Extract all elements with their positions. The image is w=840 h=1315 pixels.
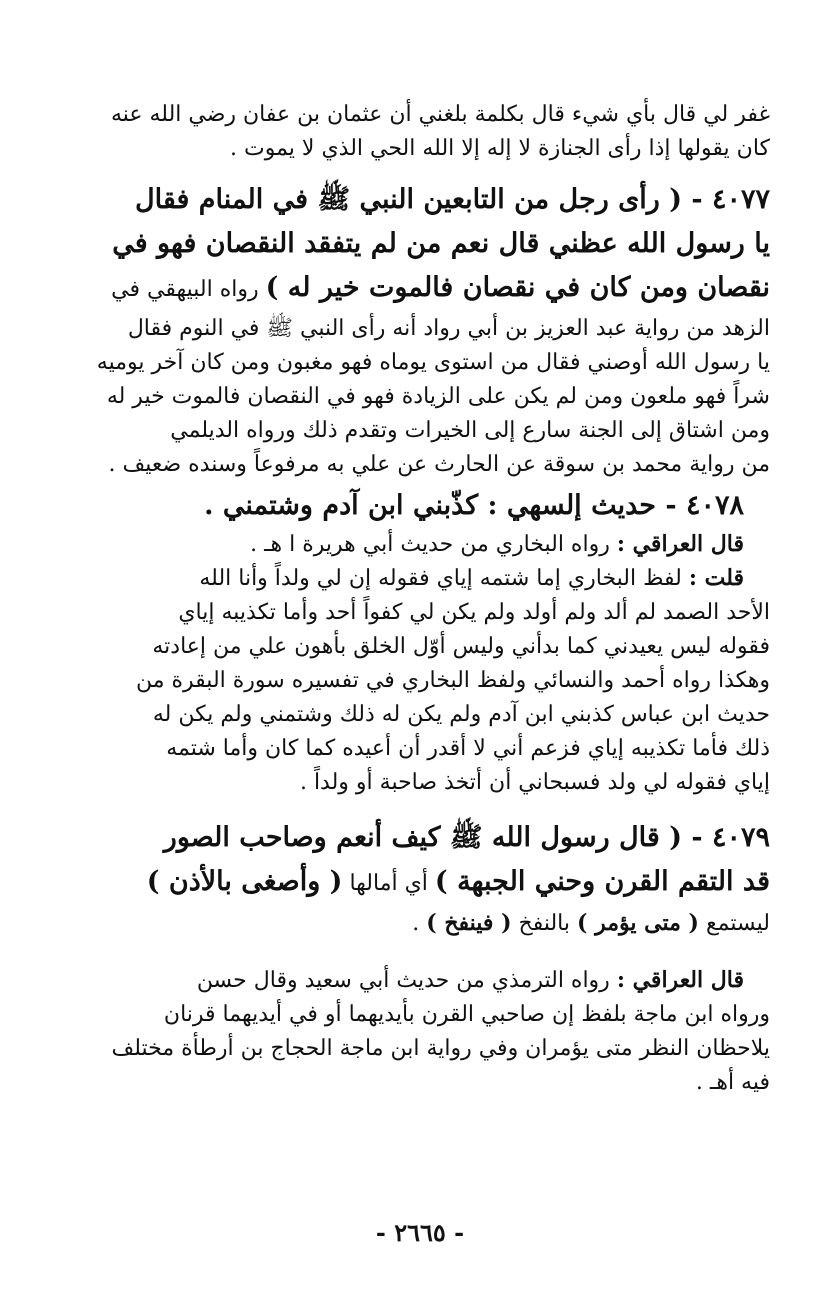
text-line: يلاحظان النظر متى يؤمران وفي رواية ابن ماجة الحجاج بن أرطأة مختلف bbox=[111, 1036, 770, 1061]
text-line: الأحد الصمد لم ألد ولم أولد ولم يكن لي كفواً أحد وأما تكذيبه إياي bbox=[178, 600, 770, 625]
hadith-heading: ٤٠٧٨ - حديث إلسهي : كذّبني ابن آدم وشتمني . bbox=[204, 490, 744, 521]
explanation-line bbox=[92, 906, 770, 941]
hadith-heading-end: نقصان ومن كان في نقصان فالموت خير له ) bbox=[265, 272, 770, 303]
text-line: وهكذا رواه أحمد والنسائي ولفظ البخاري في تفسيره سورة البقرة من bbox=[135, 668, 770, 693]
qultu-label: قلت : bbox=[688, 565, 744, 591]
text-line: إياي فقوله لي ولد فسبحاني أن أتخذ صاحبة أو ولداً . bbox=[299, 770, 770, 795]
iraqi-text: رواه الترمذي من حديث أبي سعيد وقال حسن bbox=[196, 968, 617, 993]
hadith-heading-line: ٤٠٧٩ - ( قال رسول الله ﷺ كيف أنعم وصاحب الصور bbox=[163, 822, 770, 853]
explanation-text: بالنفخ bbox=[511, 911, 577, 936]
hadith-heading-mixed-line bbox=[92, 266, 770, 312]
text-line: الزهد من رواية عبد العزيز بن أبي رواد أنه رأى النبي ﷺ في النوم فقال bbox=[127, 316, 770, 341]
iraqi-commentary-line bbox=[92, 528, 770, 561]
text-line: ومن اشتاق إلى الجنة سارع إلى الخيرات وتقدم ذلك ورواه الديلمي bbox=[170, 418, 770, 443]
text-line: فقوله ليس يعيدني كما بدأني وليس أوّل الخلق بأهون علي من إعادته bbox=[152, 634, 770, 659]
text-line: غفر لي قال بأي شيء قال بكلمة بلغني أن عثمان بن عفان رضي الله عنه bbox=[110, 102, 770, 127]
hadith-heading-line: ٤٠٧٧ - ( رأى رجل من التابعين النبي ﷺ في المنام فقال bbox=[135, 184, 770, 215]
iraqi-label: قال العراقي : bbox=[616, 531, 744, 557]
hadith-heading-line: يا رسول الله عظني قال نعم من لم يتفقد النقصان فهو في bbox=[112, 228, 770, 259]
hadith-4078 bbox=[92, 484, 770, 800]
page-number: - ٢٦٦٥ - bbox=[375, 1218, 465, 1247]
iraqi-label: قال العراقي : bbox=[616, 967, 744, 993]
text-line: من رواية محمد بن سوقة عن الحارث عن علي به مرفوعاً وسنده ضعيف . bbox=[108, 452, 770, 477]
qultu-text: لفظ البخاري إما شتمه إياي فقوله إن لي ولداً وأنا الله bbox=[199, 566, 689, 591]
text-line: فيه أهـ . bbox=[695, 1070, 770, 1095]
explanation-text: أي أمالها bbox=[342, 871, 435, 896]
hadith-4079 bbox=[92, 816, 770, 1100]
hadith-4077 bbox=[92, 178, 770, 482]
hadith-heading-part: ( وأصغى بالأذن ) bbox=[146, 866, 343, 897]
quoted-phrase: ( فينفخ ) bbox=[426, 910, 512, 936]
explanation-text: . bbox=[412, 911, 427, 936]
text-line: يا رسول الله أوصني فقال من استوى يوماه فهو مغبون ومن كان آخر يوميه bbox=[96, 350, 770, 375]
narration-note: رواه البيهقي في bbox=[111, 277, 266, 302]
text-line: ورواه ابن ماجة بلفظ إن صاحبي القرن بأيديهما أو في أيديهما قرنان bbox=[163, 1002, 770, 1027]
iraqi-commentary-line bbox=[92, 963, 770, 998]
quoted-phrase: ( متى يؤمر ) bbox=[577, 910, 699, 936]
qultu-line bbox=[92, 561, 770, 596]
hadith-heading-mixed-line bbox=[92, 860, 770, 906]
text-line: كان يقولها إذا رأى الجنازة لا إله إلا الله الحي الذي لا يموت . bbox=[230, 136, 770, 161]
hadith-heading-part: قد التقم القرن وحني الجبهة ) bbox=[434, 866, 770, 897]
explanation-text: ليستمع bbox=[698, 911, 770, 936]
text-line: شراً فهو ملعون ومن لم يكن على الزيادة فهو في النقصان فالموت خير له bbox=[106, 384, 770, 409]
text-line: حديث ابن عباس كذبني ابن آدم ولم يكن له ذلك وشتمني ولم يكن له bbox=[152, 702, 770, 727]
iraqi-text: رواه البخاري من حديث أبي هريرة ا هـ . bbox=[250, 532, 617, 557]
intro-paragraph bbox=[92, 98, 770, 166]
text-line: ذلك فأما تكذيبه إياي فزعم أني لا أقدر أن أعيده كما كان وأما شتمه bbox=[166, 736, 770, 761]
